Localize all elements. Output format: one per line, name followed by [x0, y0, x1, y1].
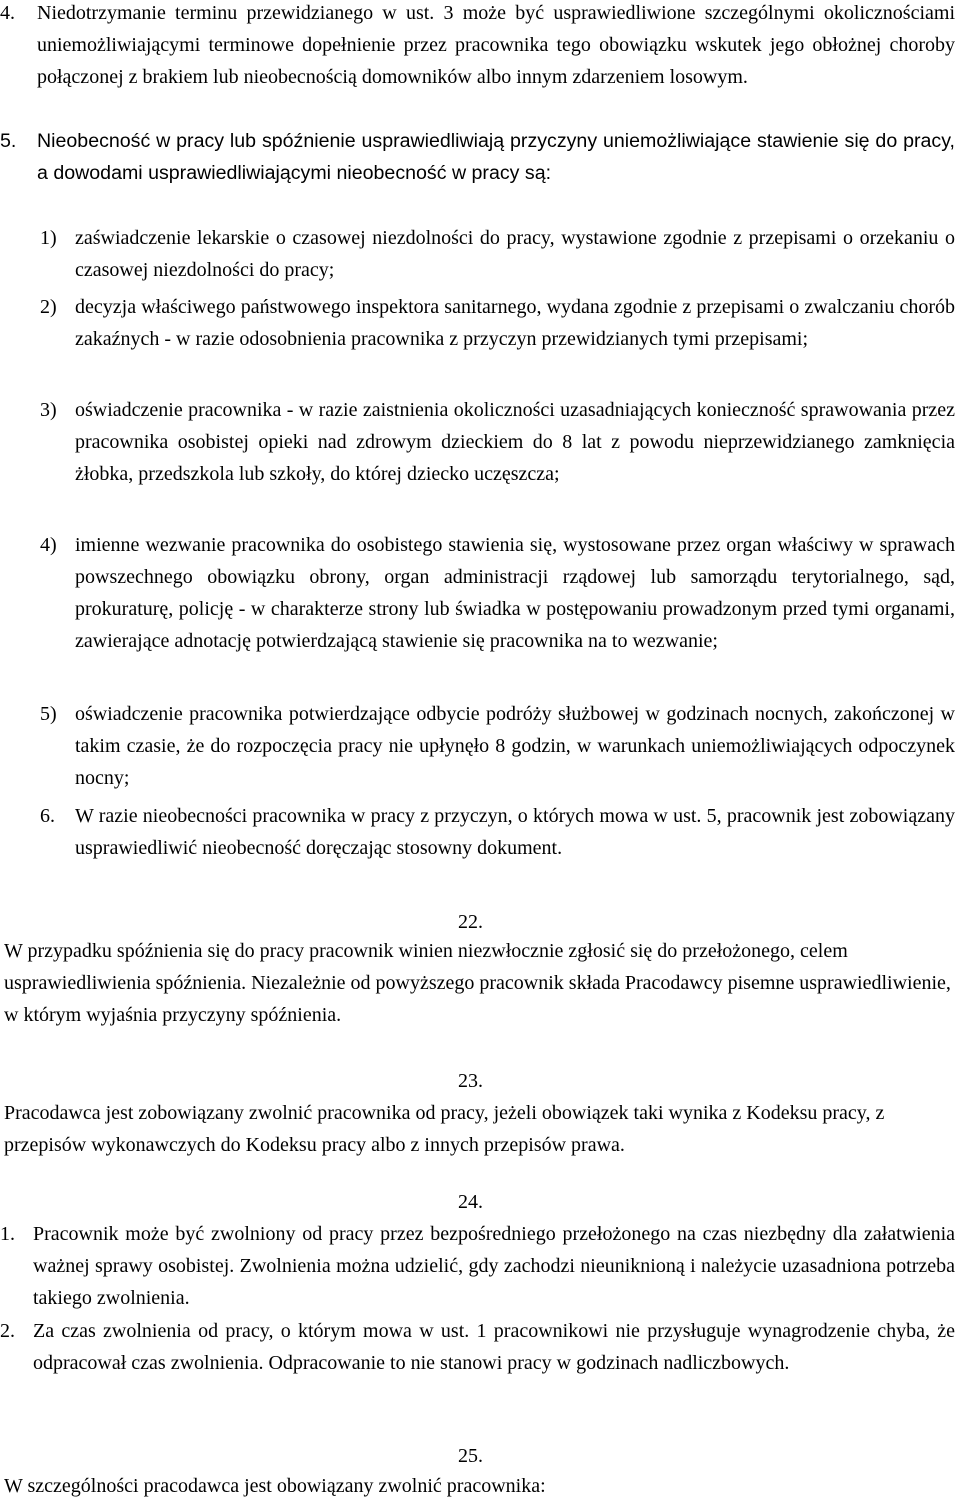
section-heading-24: 24.	[458, 1191, 483, 1213]
sub-item-number: 3)	[40, 399, 57, 421]
section-heading-23: 23.	[458, 1070, 483, 1092]
sub-item-number: 1)	[40, 227, 57, 249]
item-number: 4.	[0, 2, 15, 24]
list-item-4	[0, 0, 955, 93]
sub-item-number: 6.	[40, 805, 55, 827]
item-text: Za czas zwolnienia od pracy, o którym mowa w ust. 1 pracownikowi nie przysługuje wynagrodzenie chyba, że odpracował czas zwolnienia. Odpracowanie to nie stanowi pracy w godzinach nadliczbowych.	[33, 1320, 955, 1374]
item-number: 2.	[0, 1320, 15, 1342]
section-23-text: Pracodawca jest zobowiązany zwolnić pracownika od pracy, jeżeli obowiązek taki wynika z Kodeksu pracy, z przepisów wykonawczych do Kodeksu pracy albo z innych przepisów prawa.	[4, 1102, 885, 1156]
sub-item-text: oświadczenie pracownika potwierdzające odbycie podróży służbowej w godzinach nocnych, zakończonej w takim czasie, że do rozpoczęcia pracy nie upłynęło 8 godzin, w warunkach uniemożliwiających odpoczynek nocny;	[75, 703, 955, 789]
list-item-5	[0, 125, 955, 189]
item-text: Pracownik może być zwolniony od pracy przez bezpośredniego przełożonego na czas niezbędny dla załatwienia ważnej sprawy osobistej. Zwolnienia można udzielić, gdy zachodzi nieuniknioną i należycie uzasadniona potrzeba takiego zwolnienia.	[33, 1223, 955, 1309]
item-number: 1.	[0, 1223, 15, 1245]
sub-item-number: 4)	[40, 534, 57, 556]
sub-item-4	[40, 529, 955, 657]
sub-item-5	[40, 698, 955, 794]
sub-item-1	[40, 222, 955, 286]
section-heading-25: 25.	[458, 1445, 483, 1467]
item-text: Nieobecność w pracy lub spóźnienie usprawiedliwiają przyczyny uniemożliwiające stawienie się do pracy, a dowodami usprawiedliwiającymi nieobecność w pracy są:	[37, 130, 955, 184]
section-24-item-2	[0, 1315, 955, 1379]
sub-item-text: zaświadczenie lekarskie o czasowej niezdolności do pracy, wystawione zgodnie z przepisami o orzekaniu o czasowej niezdolności do pracy;	[75, 227, 955, 281]
section-24-item-1	[0, 1218, 955, 1314]
sub-item-6	[40, 800, 955, 864]
sub-item-text: imienne wezwanie pracownika do osobistego stawienia się, wystosowane przez organ właściwy w sprawach powszechnego obowiązku obrony, organ administracji rządowej lub samorządu terytorialnego, sąd, prokuraturę, policję - w charakterze strony lub świadka w postępowaniu prowadzonym przed tymi organami, zawierające adnotację potwierdzającą stawienie się pracownika na to wezwanie;	[75, 534, 955, 652]
sub-item-3	[40, 394, 955, 490]
sub-item-text: W razie nieobecności pracownika w pracy z przyczyn, o których mowa w ust. 5, pracownik jest zobowiązany usprawiedliwić nieobecność doręczając stosowny dokument.	[75, 805, 955, 859]
section-25-text: W szczególności pracodawca jest obowiązany zwolnić pracownika:	[4, 1475, 546, 1497]
section-heading-22: 22.	[458, 911, 483, 933]
sub-item-text: decyzja właściwego państwowego inspektora sanitarnego, wydana zgodnie z przepisami o zwalczaniu chorób zakaźnych - w razie odosobnienia pracownika z przyczyn przewidzianych tymi przepisami;	[75, 296, 955, 350]
sub-item-text: oświadczenie pracownika - w razie zaistnienia okoliczności uzasadniających konieczność sprawowania przez pracownika osobistej opieki nad zdrowym dzieckiem do 8 lat z powodu nieprzewidzianego zamknięcia żłobka, przedszkola lub szkoły, do której dziecko uczęszcza;	[75, 399, 955, 485]
sub-item-number: 5)	[40, 703, 57, 725]
item-number: 5.	[0, 130, 17, 152]
sub-item-2	[40, 291, 955, 355]
section-22-text: W przypadku spóźnienia się do pracy pracownik winien niezwłocznie zgłosić się do przełożonego, celem usprawiedliwienia spóźnienia. Niezależnie od powyższego pracownik składa Pracodawcy pisemne usprawiedliwienie, w którym wyjaśnia przyczyny spóźnienia.	[4, 940, 951, 1026]
item-text: Niedotrzymanie terminu przewidzianego w ust. 3 może być usprawiedliwione szczególnymi okolicznościami uniemożliwiającymi terminowe dopełnienie przez pracownika tego obowiązku wskutek jego obłożnej choroby połączonej z brakiem lub nieobecnością domowników albo innym zdarzeniem losowym.	[37, 2, 955, 88]
sub-item-number: 2)	[40, 296, 57, 318]
